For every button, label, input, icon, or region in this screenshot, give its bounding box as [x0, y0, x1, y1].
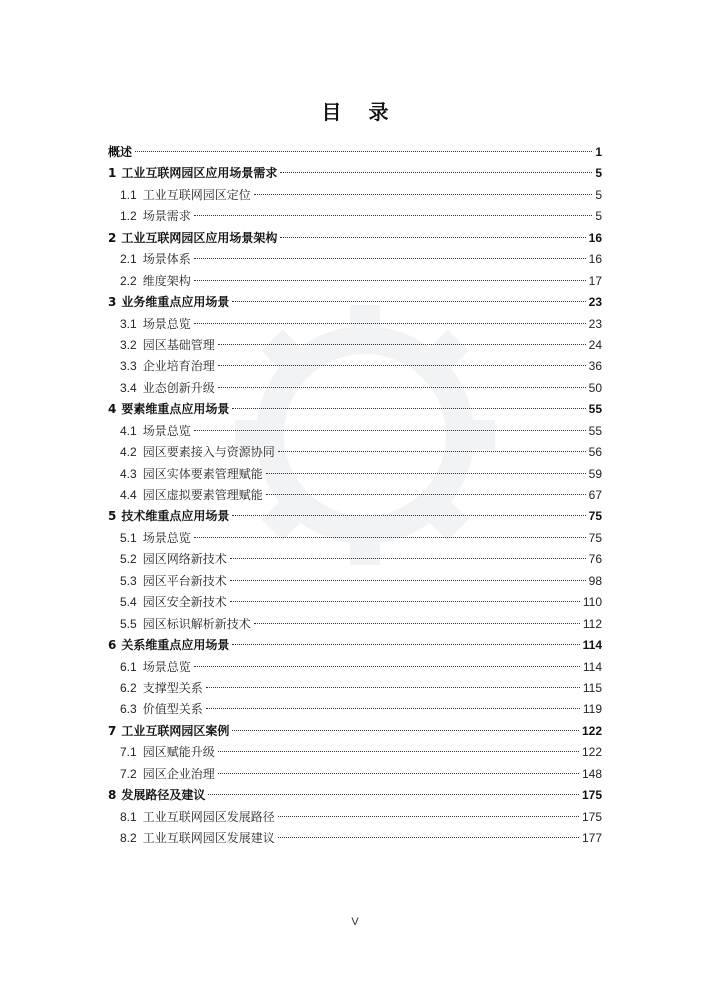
toc-section-entry[interactable] [108, 464, 602, 485]
toc-entry-number: 4.1 [120, 423, 137, 438]
toc-dot-leader [194, 430, 586, 431]
toc-entry-label: 技术维重点应用场景 [121, 509, 230, 524]
toc-entry-page: 114 [582, 638, 602, 653]
toc-dot-leader [194, 215, 593, 216]
toc-entry-number: 7.2 [120, 766, 137, 781]
toc-entry-number: 3.1 [120, 316, 137, 331]
toc-entry-label: 场景体系 [142, 252, 191, 267]
toc-section-entry[interactable] [108, 699, 602, 720]
toc-entry-page: 175 [581, 788, 602, 803]
toc-entry-page: 110 [582, 595, 602, 610]
toc-entry-number: 6.2 [120, 680, 137, 695]
toc-section-entry[interactable] [108, 335, 602, 356]
toc-entry-page: 16 [588, 230, 602, 245]
toc-entry-page: 17 [588, 273, 602, 288]
toc-dot-leader [266, 473, 586, 474]
toc-dot-leader [194, 323, 586, 324]
toc-section-entry[interactable] [108, 549, 602, 570]
toc-entry-label: 园区标识解析新技术 [142, 616, 251, 631]
toc-section-entry[interactable] [108, 678, 602, 699]
toc-section-entry[interactable] [108, 356, 602, 377]
toc-section-entry[interactable] [108, 378, 602, 399]
toc-entry-label: 工业互联网园区发展路径 [142, 809, 275, 824]
toc-dot-leader [218, 387, 586, 388]
toc-entry-page: 55 [588, 423, 602, 438]
toc-dot-leader [232, 644, 579, 645]
toc-dot-leader [194, 537, 586, 538]
toc-title: 目 录 [321, 100, 399, 124]
toc-entry-label: 园区平台新技术 [142, 573, 227, 588]
toc-entry-label: 企业培育治理 [142, 359, 215, 374]
toc-entry-page: 119 [582, 702, 602, 717]
toc-section-entry[interactable] [108, 271, 602, 292]
toc-entry-page: 5 [595, 209, 602, 224]
toc-entry-number: 5 [108, 509, 117, 524]
toc-entry-label: 场景总览 [142, 423, 191, 438]
toc-entry-number: 4.2 [120, 445, 137, 460]
toc-dot-leader [254, 623, 580, 624]
toc-section-entry[interactable] [108, 742, 602, 763]
toc-entry-label: 工业互联网园区应用场景架构 [121, 230, 278, 245]
toc-entry-label: 园区要素接入与资源协同 [142, 445, 275, 460]
toc-dot-leader [194, 666, 580, 667]
toc-entry-page: 177 [581, 831, 602, 845]
toc-entry-label: 工业互联网园区发展建议 [142, 831, 275, 845]
toc-section-entry[interactable] [108, 764, 602, 785]
toc-dot-leader [230, 580, 586, 581]
toc-chapter-entry[interactable] [108, 228, 602, 249]
toc-dot-leader [280, 237, 585, 238]
toc-section-entry[interactable] [108, 485, 602, 506]
toc-entry-label: 场景总览 [142, 316, 191, 331]
toc-entry-number: 7 [108, 723, 117, 738]
toc-entry-page: 75 [588, 509, 602, 524]
toc-entry-label: 园区企业治理 [142, 766, 215, 781]
toc-entry-label: 概述 [108, 145, 133, 159]
toc-entry-label: 工业互联网园区案例 [121, 723, 230, 738]
toc-entry-label: 场景需求 [142, 209, 191, 224]
toc-entry-label: 发展路径及建议 [121, 788, 206, 803]
toc-dot-leader [194, 258, 586, 259]
toc-entry-page: 5 [595, 166, 602, 181]
toc-entry-label: 业态创新升级 [142, 380, 215, 395]
toc-chapter-entry[interactable] [108, 399, 602, 420]
toc-section-entry[interactable] [108, 249, 602, 270]
toc-dot-leader [232, 408, 585, 409]
toc-entry-label: 支撑型关系 [142, 680, 203, 695]
toc-entry-number: 5.5 [120, 616, 137, 631]
toc-entry-number: 2 [108, 230, 117, 245]
toc-entry-number: 4.3 [120, 466, 137, 481]
toc-entry-label: 园区安全新技术 [142, 595, 227, 610]
toc-section-entry[interactable] [108, 185, 602, 206]
toc-entry-number: 6.1 [120, 659, 137, 674]
toc-entry-number: 2.1 [120, 252, 137, 267]
toc-entry-label: 业务维重点应用场景 [121, 295, 230, 310]
toc-entry-page: 122 [581, 723, 602, 738]
toc-entry-number: 6 [108, 638, 117, 653]
toc-section-entry[interactable] [108, 657, 602, 678]
toc-dot-leader [206, 687, 580, 688]
toc-entry-number: 8.2 [120, 831, 137, 845]
toc-dot-leader [278, 451, 586, 452]
toc-entry-page: 5 [595, 187, 602, 202]
toc-entry-number: 3 [108, 295, 117, 310]
toc-dot-leader [218, 773, 579, 774]
toc-entry-page: 112 [582, 616, 602, 631]
toc-entry-number: 5.4 [120, 595, 137, 610]
toc-dot-leader [278, 837, 579, 838]
toc-entry-label: 园区赋能升级 [142, 745, 215, 760]
toc-entry-page: 23 [588, 295, 602, 310]
toc-entry-label: 维度架构 [142, 273, 191, 288]
toc-entry-label: 价值型关系 [142, 702, 203, 717]
toc-entry-page: 36 [588, 359, 602, 374]
toc-entry-number: 3.2 [120, 337, 137, 352]
toc-dot-leader [232, 301, 585, 302]
toc-entry-page: 67 [588, 488, 602, 502]
toc-dot-leader [218, 365, 586, 366]
toc-chapter-entry[interactable] [108, 785, 602, 806]
toc-chapter-entry[interactable] [108, 163, 602, 184]
toc-chapter-entry[interactable] [108, 292, 602, 313]
toc-entry-page: 76 [588, 552, 602, 567]
toc-entry-page: 59 [588, 466, 602, 481]
toc-entry-number: 2.2 [120, 273, 137, 288]
toc-dot-leader [254, 194, 593, 195]
toc-section-entry[interactable] [108, 528, 602, 549]
toc-section-entry[interactable] [108, 828, 602, 849]
toc-entry-page: 50 [588, 380, 602, 395]
toc-entry-page: 148 [581, 766, 602, 781]
toc-entry-page: 56 [588, 445, 602, 460]
toc-dot-leader [230, 558, 586, 559]
toc-entry-label: 场景总览 [142, 530, 191, 545]
toc-dot-leader [230, 601, 580, 602]
table-of-contents [108, 142, 602, 849]
toc-entry-page: 16 [588, 252, 602, 267]
toc-entry-label: 关系维重点应用场景 [121, 638, 230, 653]
toc-entry-label: 园区实体要素管理赋能 [142, 466, 263, 481]
toc-entry-page: 75 [588, 530, 602, 545]
toc-chapter-entry[interactable] [108, 142, 602, 163]
toc-dot-leader [218, 751, 579, 752]
toc-entry-number: 5.3 [120, 573, 137, 588]
toc-entry-label: 工业互联网园区应用场景需求 [121, 166, 278, 181]
toc-entry-page: 23 [588, 316, 602, 331]
toc-entry-number: 1 [108, 166, 117, 181]
toc-entry-number: 1.2 [120, 209, 137, 224]
toc-dot-leader [208, 794, 579, 795]
toc-entry-page: 55 [588, 402, 602, 417]
toc-section-entry[interactable] [108, 807, 602, 828]
toc-dot-leader [194, 280, 586, 281]
toc-entry-page: 175 [581, 809, 602, 824]
toc-entry-page: 114 [582, 659, 602, 674]
toc-entry-number: 5.1 [120, 530, 137, 545]
toc-section-entry[interactable] [108, 314, 602, 335]
toc-entry-label: 园区网络新技术 [142, 552, 227, 567]
toc-entry-page: 1 [595, 145, 602, 159]
toc-entry-page: 24 [588, 337, 602, 352]
toc-entry-number: 8.1 [120, 809, 137, 824]
toc-chapter-entry[interactable] [108, 506, 602, 527]
toc-section-entry[interactable] [108, 614, 602, 635]
toc-entry-number: 3.4 [120, 380, 137, 395]
toc-dot-leader [280, 172, 592, 173]
toc-entry-label: 要素维重点应用场景 [121, 402, 230, 417]
toc-dot-leader [266, 494, 586, 495]
toc-entry-number: 5.2 [120, 552, 137, 567]
toc-dot-leader [232, 730, 579, 731]
toc-dot-leader [206, 708, 580, 709]
toc-dot-leader [135, 151, 592, 152]
toc-section-entry[interactable] [108, 442, 602, 463]
toc-entry-number: 3.3 [120, 359, 137, 374]
toc-section-entry[interactable] [108, 592, 602, 613]
toc-entry-label: 场景总览 [142, 659, 191, 674]
toc-section-entry[interactable] [108, 421, 602, 442]
toc-dot-leader [218, 344, 586, 345]
toc-section-entry[interactable] [108, 206, 602, 227]
toc-entry-number: 6.3 [120, 702, 137, 717]
toc-entry-number: 1.1 [120, 187, 137, 202]
toc-entry-page: 115 [582, 680, 602, 695]
toc-entry-page: 98 [588, 573, 602, 588]
toc-entry-label: 工业互联网园区定位 [142, 187, 251, 202]
toc-chapter-entry[interactable] [108, 635, 602, 656]
toc-chapter-entry[interactable] [108, 721, 602, 742]
toc-entry-number: 8 [108, 788, 117, 803]
page-number: V [351, 916, 359, 928]
toc-dot-leader [232, 515, 585, 516]
toc-entry-label: 园区基础管理 [142, 337, 215, 352]
toc-section-entry[interactable] [108, 571, 602, 592]
toc-entry-label: 园区虚拟要素管理赋能 [142, 488, 263, 502]
toc-entry-number: 7.1 [120, 745, 137, 760]
toc-entry-number: 4 [108, 402, 117, 417]
toc-dot-leader [278, 816, 579, 817]
toc-entry-number: 4.4 [120, 488, 137, 502]
toc-entry-page: 122 [581, 745, 602, 760]
